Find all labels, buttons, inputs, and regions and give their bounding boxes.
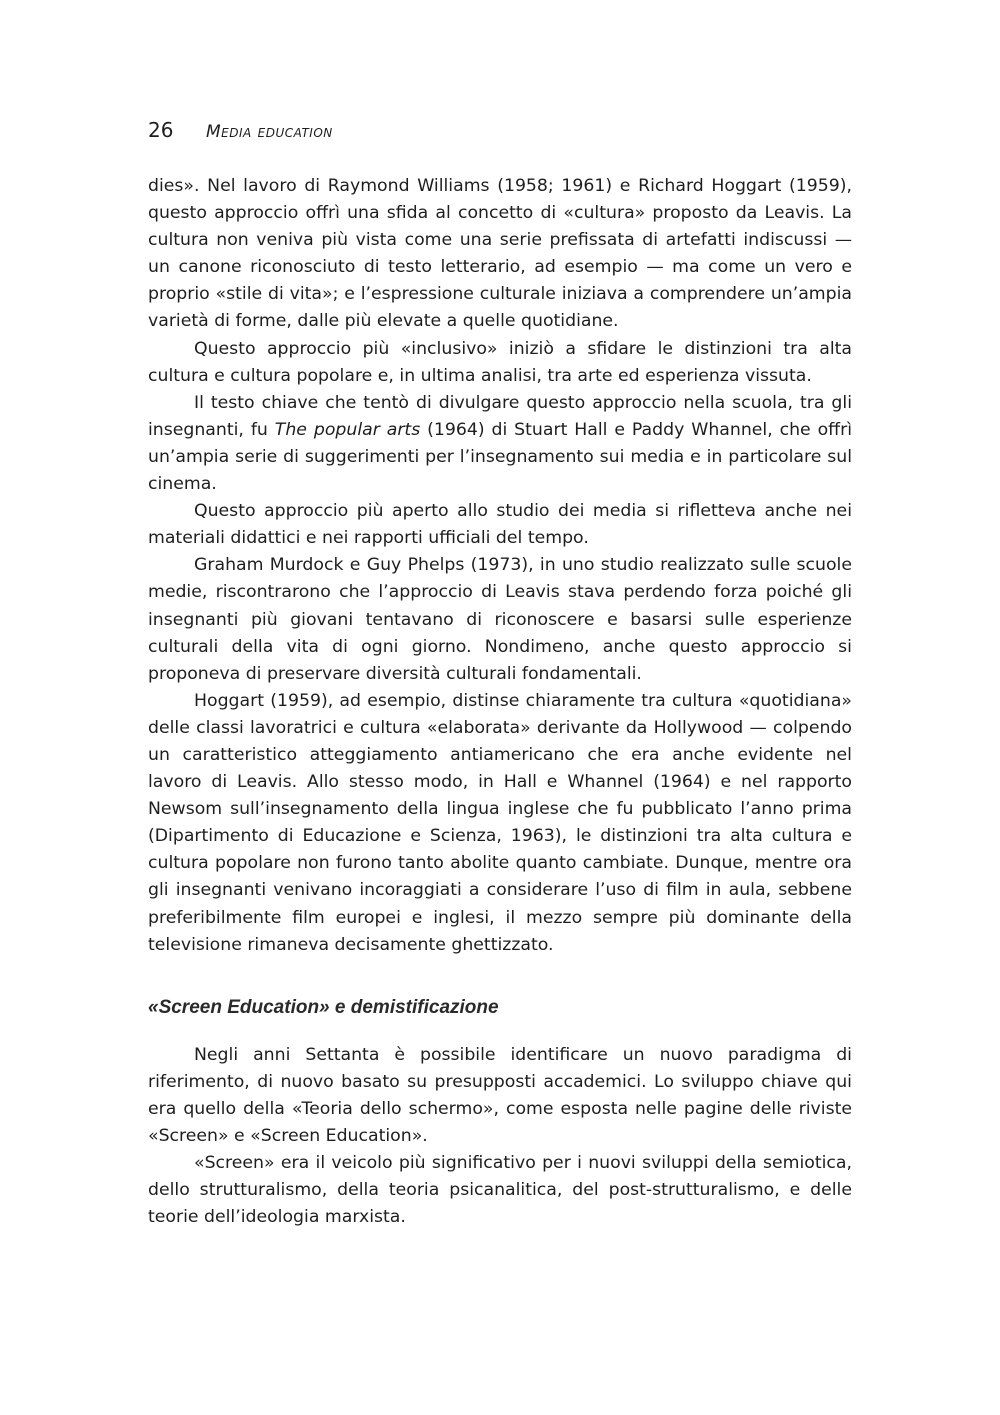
paragraph — [148, 390, 852, 498]
text-run: Graham Murdock e Guy Phelps (1973), in uno studio realizzato sulle scuole medie, riscontrarono che l’approccio di Leavis stava perdendo forza poiché gli insegnanti più giovani tentavano di riconoscere e basarsi sulle esperienze culturali della vita di ogni giorno. Nondimeno, anche questo approccio si proponeva di preservare diversità culturali fondamentali. — [148, 555, 852, 684]
paragraph — [148, 1150, 852, 1231]
paragraph-continuation — [148, 173, 852, 336]
text-run: Questo approccio più «inclusivo» iniziò a sfidare le distinzioni tra alta cultura e cultura popolare e, in ultima analisi, tra arte ed esperienza vissuta. — [148, 338, 852, 386]
book-title-italic: The popular arts — [274, 419, 421, 440]
text-run: Negli anni Settanta è possibile identificare un nuovo paradigma di riferimento, di nuovo basato su presupposti accademici. Lo sviluppo chiave qui era quello della «Teoria dello schermo», come esposta nelle pagine delle riviste «Screen» e «Screen Education». — [148, 1044, 852, 1146]
paragraph — [148, 498, 852, 552]
body-text — [148, 173, 852, 1231]
text-run: Hoggart (1959), ad esempio, distinse chiaramente tra cultura «quotidiana» delle classi lavoratrici e cultura «elaborata» derivante da Hollywood — colpendo un caratteristico atteggiamento antiamericano che era anche evidente nel lavoro di Leavis. Allo stesso modo, in Hall e Whannel (1964) e nel rapporto Newsom sull’insegnamento della lingua inglese che fu pubblicato l’anno prima (Dipartimento di Educazione e Scienza, 1963), le distinzioni tra alta cultura e cultura popolare non furono tanto abolite quanto cambiate. Dunque, mentre ora gli insegnanti venivano incoraggiati a considerare l’uso di film in aula, sebbene preferibilmente film europei e inglesi, il mezzo sempre più dominante della televisione rimaneva decisamente ghettizzato. — [148, 690, 852, 955]
text-run: Questo approccio più aperto allo studio dei media si rifletteva anche nei materiali didattici e nei rapporti ufficiali del tempo. — [148, 501, 852, 549]
section-heading: «Screen Education» e demistificazione — [148, 996, 499, 1018]
text-run: dies». Nel lavoro di Raymond Williams (1958; 1961) e Richard Hoggart (1959), questo approccio offrì una sfida al concetto di «cultura» proposto da Leavis. La cultura non veniva più vista come una serie prefissata di artefatti indiscussi — un canone riconosciuto di testo letterario, ad esempio — ma come un vero e proprio «stile di vita»; e l’espressione culturale iniziava a comprendere un’ampia varietà di forme, dalle più elevate a quelle quotidiane. — [148, 176, 852, 332]
text-run: «Screen» era il veicolo più significativo per i nuovi sviluppi della semiotica, dello strutturalismo, della teoria psicanalitica, del post-strutturalismo, e delle teorie dell’ideologia marxista. — [148, 1153, 852, 1228]
paragraph — [148, 688, 852, 959]
text-run: Il testo chiave che tentò di divulgare questo approccio nella scuola, tra gli insegnanti, fu — [148, 392, 852, 440]
paragraph — [148, 552, 852, 687]
running-header — [148, 116, 333, 146]
page-number: 26 — [148, 118, 174, 142]
book-title: Media education — [206, 122, 333, 142]
paragraph — [148, 1042, 852, 1150]
text-run: (1964) di Stuart Hall e Paddy Whannel, che offrì un’ampia serie di suggerimenti per l’insegnamento sui media e in particolare sul cinema. — [148, 419, 852, 495]
paragraph — [148, 336, 852, 390]
